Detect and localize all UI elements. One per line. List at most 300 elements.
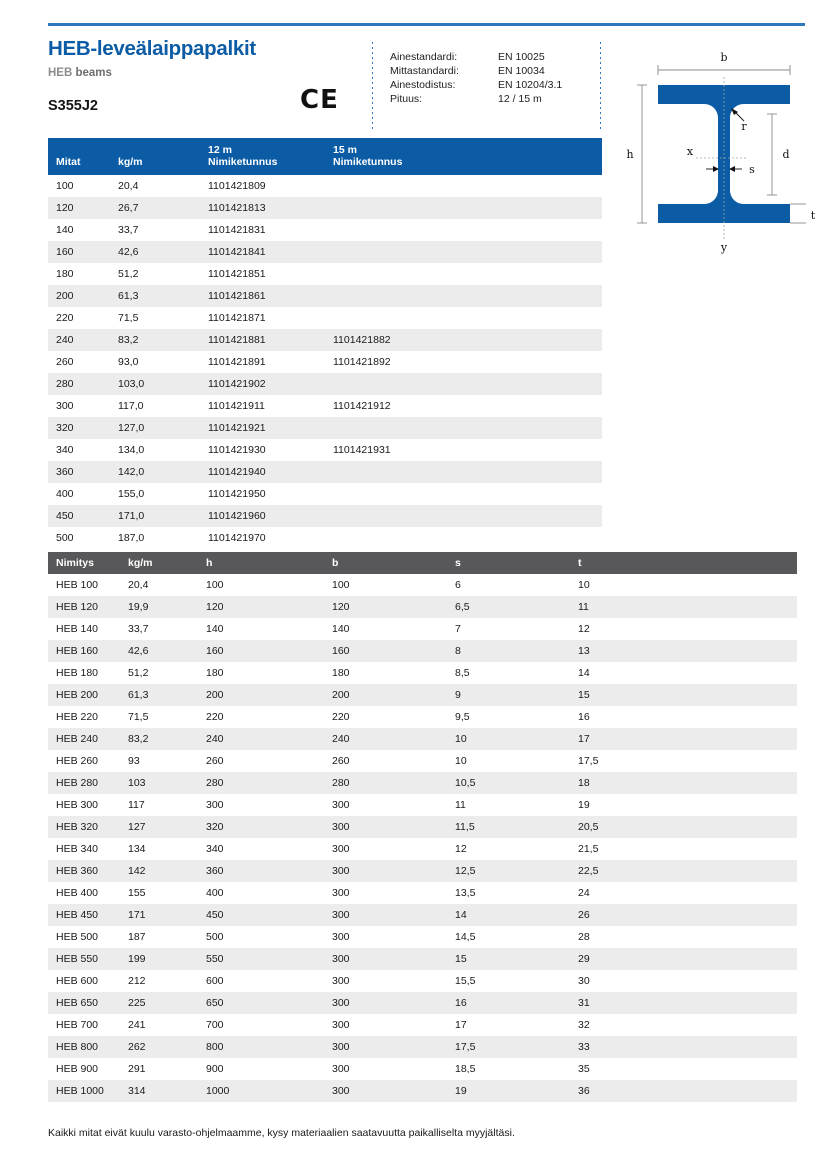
diagram-label-s: s bbox=[749, 163, 755, 176]
table-cell: 340 bbox=[206, 843, 224, 855]
table-cell: 1101421891 bbox=[208, 356, 266, 368]
table-cell: 117,0 bbox=[118, 400, 144, 412]
standard-label: Mittastandardi: bbox=[390, 65, 459, 77]
table-cell: HEB 1000 bbox=[48, 1080, 128, 1102]
table-row bbox=[48, 618, 797, 640]
table-cell: 199 bbox=[128, 948, 206, 970]
table-cell: 1101421851 bbox=[208, 268, 266, 280]
table-row bbox=[48, 640, 797, 662]
footer-note: Kaikki mitat eivät kuulu varasto-ohjelmaamme, kysy materiaalien saatavuutta paikalliselta myyjältäsi. bbox=[48, 1127, 515, 1139]
table-cell: 127 bbox=[128, 816, 206, 838]
table-cell: 10 bbox=[455, 755, 467, 767]
table-cell: 26,7 bbox=[118, 197, 208, 219]
header-line2: Mitat bbox=[56, 156, 81, 168]
table-cell: 120 bbox=[332, 596, 455, 618]
table-cell: 650 bbox=[206, 992, 332, 1014]
table-cell bbox=[333, 505, 602, 527]
table-cell: 10 bbox=[455, 728, 578, 750]
table-cell: 120 bbox=[48, 197, 118, 219]
table-cell: 17 bbox=[455, 1019, 467, 1031]
table-cell bbox=[333, 307, 602, 329]
table-row bbox=[48, 860, 797, 882]
table-row bbox=[48, 329, 602, 351]
table-cell: 14 bbox=[578, 667, 590, 679]
column-header-12m-code bbox=[208, 138, 333, 175]
table-cell: 187 bbox=[128, 931, 146, 943]
table-cell: 200 bbox=[332, 684, 455, 706]
table-cell bbox=[333, 483, 602, 505]
table-header-row bbox=[48, 552, 797, 574]
table-cell: 155 bbox=[128, 887, 146, 899]
header-line1: 12 m bbox=[208, 144, 232, 156]
table-row bbox=[48, 1080, 797, 1102]
table-cell: 340 bbox=[56, 444, 74, 456]
table-row bbox=[48, 219, 602, 241]
header-line2: Nimiketunnus bbox=[333, 156, 403, 168]
header-line2: kg/m bbox=[118, 156, 143, 168]
table-cell: 18,5 bbox=[455, 1063, 476, 1075]
table-cell: 93 bbox=[128, 755, 140, 767]
table-cell: 8,5 bbox=[455, 667, 470, 679]
table-row bbox=[48, 1036, 797, 1058]
steel-grade: S355J2 bbox=[48, 98, 98, 115]
table-cell: 1101421950 bbox=[208, 488, 266, 500]
standard-label: Pituus: bbox=[390, 93, 423, 105]
table-cell: 51,2 bbox=[118, 268, 139, 280]
table-cell: 700 bbox=[206, 1019, 224, 1031]
table-row bbox=[48, 838, 797, 860]
table-cell: 71,5 bbox=[128, 711, 149, 723]
table-cell: 155,0 bbox=[118, 488, 145, 500]
table-cell: 10,5 bbox=[455, 772, 578, 794]
table-cell: 300 bbox=[332, 931, 350, 943]
header-line2: Nimiketunnus bbox=[208, 156, 278, 168]
table-header-row bbox=[48, 138, 602, 175]
table-cell bbox=[333, 197, 602, 219]
table-row bbox=[48, 307, 602, 329]
table-cell bbox=[333, 285, 602, 307]
diagram-label-r: r bbox=[741, 120, 747, 133]
table-row bbox=[48, 596, 797, 618]
table-cell: 11,5 bbox=[455, 816, 578, 838]
table-cell: 1101421892 bbox=[333, 356, 391, 368]
table-cell: 120 bbox=[206, 596, 332, 618]
table-cell: 100 bbox=[56, 180, 74, 192]
table-cell: 1101421809 bbox=[208, 180, 266, 192]
table-cell: 300 bbox=[206, 799, 224, 811]
standard-value: EN 10034 bbox=[498, 65, 545, 77]
column-header-b: b bbox=[332, 552, 455, 574]
table-cell: 171,0 bbox=[118, 505, 208, 527]
table-row bbox=[48, 684, 797, 706]
table-cell: 280 bbox=[206, 772, 332, 794]
product-code-table-head bbox=[48, 138, 602, 175]
table-cell: HEB 180 bbox=[56, 667, 99, 679]
table-row bbox=[48, 728, 797, 750]
table-cell: 450 bbox=[48, 505, 118, 527]
table-cell: 33 bbox=[578, 1036, 797, 1058]
table-cell: 220 bbox=[56, 312, 74, 324]
table-cell: 142,0 bbox=[118, 461, 208, 483]
table-cell: HEB 900 bbox=[56, 1063, 99, 1075]
table-cell: 800 bbox=[206, 1036, 332, 1058]
table-row bbox=[48, 970, 797, 992]
table-cell: HEB 100 bbox=[56, 579, 99, 591]
table-row bbox=[48, 285, 602, 307]
table-cell: 20,4 bbox=[118, 180, 139, 192]
table-cell: 280 bbox=[332, 772, 455, 794]
table-cell: HEB 550 bbox=[48, 948, 128, 970]
beam-diagram-svg bbox=[620, 45, 820, 255]
table-cell: 28 bbox=[578, 931, 590, 943]
table-cell: HEB 400 bbox=[56, 887, 99, 899]
table-cell: 103,0 bbox=[118, 373, 208, 395]
column-header-15m-code bbox=[333, 138, 602, 175]
ce-mark-icon: CE bbox=[300, 85, 339, 115]
table-row bbox=[48, 483, 602, 505]
column-header-kgm: kg/m bbox=[128, 552, 206, 574]
table-cell: HEB 140 bbox=[56, 623, 99, 635]
column-header-h: h bbox=[206, 552, 332, 574]
table-cell: 300 bbox=[332, 887, 350, 899]
table-cell: HEB 220 bbox=[56, 711, 99, 723]
table-cell: 300 bbox=[56, 400, 74, 412]
table-cell: 300 bbox=[332, 1080, 455, 1102]
table-row bbox=[48, 706, 797, 728]
table-cell: 103 bbox=[128, 772, 206, 794]
table-cell: 140 bbox=[206, 623, 224, 635]
table-cell: 320 bbox=[48, 417, 118, 439]
table-cell: 300 bbox=[332, 904, 455, 926]
table-cell: 500 bbox=[56, 532, 74, 544]
table-cell: HEB 700 bbox=[56, 1019, 99, 1031]
table-cell: 212 bbox=[128, 975, 146, 987]
table-row bbox=[48, 395, 602, 417]
standard-value: 12 / 15 m bbox=[498, 93, 542, 105]
table-cell: HEB 340 bbox=[56, 843, 99, 855]
table-cell: 35 bbox=[578, 1063, 590, 1075]
product-code-table bbox=[48, 138, 602, 549]
table-cell: 22,5 bbox=[578, 860, 797, 882]
table-cell: 1101421881 bbox=[208, 329, 333, 351]
table-cell: 160 bbox=[48, 241, 118, 263]
table-cell: 13 bbox=[578, 640, 797, 662]
table-cell: 1101421930 bbox=[208, 444, 266, 456]
table-cell: 20,4 bbox=[128, 579, 149, 591]
table-cell: HEB 360 bbox=[48, 860, 128, 882]
standard-label: Ainestodistus: bbox=[390, 79, 456, 91]
table-row bbox=[48, 505, 602, 527]
table-cell: 100 bbox=[206, 579, 224, 591]
table-cell: 180 bbox=[206, 667, 224, 679]
table-row bbox=[48, 772, 797, 794]
table-cell: 26 bbox=[578, 904, 797, 926]
table-cell: HEB 300 bbox=[56, 799, 99, 811]
table-cell: HEB 280 bbox=[48, 772, 128, 794]
table-cell bbox=[333, 373, 602, 395]
header-line1: 15 m bbox=[333, 144, 357, 156]
table-cell: 9,5 bbox=[455, 711, 470, 723]
table-cell: 15,5 bbox=[455, 975, 476, 987]
table-cell: 71,5 bbox=[118, 312, 139, 324]
table-cell bbox=[333, 263, 602, 285]
table-cell: 600 bbox=[206, 975, 224, 987]
table-row bbox=[48, 417, 602, 439]
table-cell bbox=[333, 461, 602, 483]
table-cell: 1101421831 bbox=[208, 224, 266, 236]
table-cell: 300 bbox=[332, 1063, 350, 1075]
table-cell: 160 bbox=[332, 640, 455, 662]
table-cell: 1101421921 bbox=[208, 417, 333, 439]
table-cell: 200 bbox=[206, 684, 332, 706]
diagram-label-b: b bbox=[720, 51, 728, 64]
table-cell: HEB 800 bbox=[48, 1036, 128, 1058]
page-title: HEB-leveälaippapalkit bbox=[48, 37, 256, 60]
dimensions-table bbox=[48, 552, 797, 1102]
table-cell: 500 bbox=[206, 931, 224, 943]
table-cell: 117 bbox=[128, 799, 145, 811]
table-cell: 300 bbox=[332, 1036, 455, 1058]
table-cell: 83,2 bbox=[118, 329, 208, 351]
table-cell: 300 bbox=[332, 975, 350, 987]
table-cell: 13,5 bbox=[455, 887, 476, 899]
table-cell: 240 bbox=[48, 329, 118, 351]
table-row bbox=[48, 948, 797, 970]
table-cell: 360 bbox=[206, 860, 332, 882]
dotted-divider-right bbox=[600, 42, 601, 129]
table-row bbox=[48, 574, 797, 596]
table-cell: 11 bbox=[455, 799, 466, 811]
table-cell: 550 bbox=[206, 948, 332, 970]
table-cell: 300 bbox=[332, 799, 350, 811]
table-cell: HEB 160 bbox=[48, 640, 128, 662]
table-row bbox=[48, 197, 602, 219]
table-cell: 260 bbox=[332, 755, 350, 767]
diagram-label-y: y bbox=[720, 241, 728, 254]
table-cell: 1101421813 bbox=[208, 197, 333, 219]
table-cell: 21,5 bbox=[578, 843, 599, 855]
table-cell: 36 bbox=[578, 1080, 797, 1102]
beam-cross-section-diagram bbox=[620, 45, 820, 255]
table-cell: 8 bbox=[455, 640, 578, 662]
table-row bbox=[48, 373, 602, 395]
table-cell: HEB 320 bbox=[48, 816, 128, 838]
subtitle-rest-part: beams bbox=[72, 66, 112, 79]
table-cell: 29 bbox=[578, 948, 797, 970]
table-cell: 400 bbox=[206, 887, 224, 899]
table-row bbox=[48, 351, 602, 373]
table-cell: 171 bbox=[128, 904, 206, 926]
table-row bbox=[48, 882, 797, 904]
table-cell: 61,3 bbox=[128, 684, 206, 706]
dimensions-table-head bbox=[48, 552, 797, 574]
table-row bbox=[48, 263, 602, 285]
dotted-divider-left bbox=[372, 42, 373, 129]
table-cell: 24 bbox=[578, 887, 590, 899]
table-cell: 300 bbox=[332, 816, 455, 838]
table-cell: 1101421841 bbox=[208, 241, 333, 263]
table-cell: HEB 200 bbox=[48, 684, 128, 706]
table-cell: 61,3 bbox=[118, 285, 208, 307]
table-cell: 42,6 bbox=[118, 241, 208, 263]
table-cell: 19 bbox=[578, 799, 590, 811]
table-row bbox=[48, 1014, 797, 1036]
table-cell: 1101421940 bbox=[208, 461, 333, 483]
diagram-label-t: t bbox=[810, 209, 816, 222]
table-cell: 6 bbox=[455, 579, 461, 591]
table-cell: 160 bbox=[206, 640, 332, 662]
standard-row bbox=[390, 50, 562, 64]
standard-row bbox=[390, 78, 562, 92]
table-cell: 450 bbox=[206, 904, 332, 926]
standard-value: EN 10204/3.1 bbox=[498, 79, 563, 91]
table-cell: 180 bbox=[56, 268, 74, 280]
dimensions-table-body bbox=[48, 574, 797, 1102]
table-cell: 83,2 bbox=[128, 728, 206, 750]
table-cell: 14 bbox=[455, 904, 578, 926]
table-cell: 17,5 bbox=[455, 1036, 578, 1058]
table-cell: 51,2 bbox=[128, 667, 149, 679]
table-cell: 240 bbox=[206, 728, 332, 750]
table-cell: 1101421871 bbox=[208, 312, 266, 324]
table-cell: HEB 500 bbox=[56, 931, 99, 943]
table-cell: 300 bbox=[332, 843, 350, 855]
table-cell: 1000 bbox=[206, 1080, 332, 1102]
table-cell: 291 bbox=[128, 1063, 146, 1075]
table-cell: 260 bbox=[206, 755, 224, 767]
top-divider-rule bbox=[48, 23, 805, 26]
table-cell: 180 bbox=[332, 667, 350, 679]
column-header-mitat bbox=[48, 138, 118, 175]
table-cell: 16 bbox=[455, 992, 578, 1014]
standard-label: Ainestandardi: bbox=[390, 51, 458, 63]
table-cell: 400 bbox=[56, 488, 74, 500]
table-row bbox=[48, 241, 602, 263]
table-cell: 900 bbox=[206, 1063, 224, 1075]
product-subtitle bbox=[48, 67, 368, 80]
table-cell: 7 bbox=[455, 623, 461, 635]
table-cell: 140 bbox=[56, 224, 74, 236]
table-cell: 220 bbox=[206, 711, 224, 723]
table-row bbox=[48, 461, 602, 483]
table-cell: 320 bbox=[206, 816, 332, 838]
table-cell: 314 bbox=[128, 1080, 206, 1102]
table-cell: 93,0 bbox=[118, 356, 139, 368]
table-cell: 100 bbox=[332, 579, 350, 591]
table-cell: 134,0 bbox=[118, 444, 145, 456]
table-cell: 12 bbox=[578, 623, 590, 635]
table-cell: 6,5 bbox=[455, 596, 578, 618]
table-cell: 260 bbox=[56, 356, 74, 368]
table-cell: 1101421902 bbox=[208, 373, 333, 395]
table-cell: 360 bbox=[48, 461, 118, 483]
table-cell bbox=[333, 175, 602, 197]
table-cell: 11 bbox=[578, 596, 797, 618]
table-row bbox=[48, 750, 797, 772]
table-cell: 127,0 bbox=[118, 417, 208, 439]
table-cell bbox=[333, 241, 602, 263]
table-cell: 33,7 bbox=[118, 224, 139, 236]
table-cell: 200 bbox=[48, 285, 118, 307]
table-cell: HEB 120 bbox=[48, 596, 128, 618]
table-cell: 19 bbox=[455, 1080, 578, 1102]
table-row bbox=[48, 794, 797, 816]
table-row bbox=[48, 1058, 797, 1080]
table-cell: 16 bbox=[578, 711, 590, 723]
table-cell: 225 bbox=[128, 992, 206, 1014]
table-cell: 10 bbox=[578, 579, 590, 591]
table-cell: 12,5 bbox=[455, 860, 578, 882]
table-cell: 1101421912 bbox=[333, 400, 391, 412]
table-cell: 20,5 bbox=[578, 816, 797, 838]
table-cell: 32 bbox=[578, 1019, 590, 1031]
table-cell: 18 bbox=[578, 772, 797, 794]
table-cell: 280 bbox=[48, 373, 118, 395]
table-row bbox=[48, 527, 602, 549]
table-cell: 14,5 bbox=[455, 931, 476, 943]
table-cell: 1101421911 bbox=[208, 400, 265, 412]
table-cell bbox=[333, 219, 602, 241]
table-cell: 9 bbox=[455, 684, 578, 706]
table-cell: 134 bbox=[128, 843, 146, 855]
table-cell: 42,6 bbox=[128, 640, 206, 662]
table-cell: HEB 600 bbox=[56, 975, 99, 987]
table-cell: 17 bbox=[578, 728, 797, 750]
table-cell: 1101421931 bbox=[333, 444, 391, 456]
table-cell: 142 bbox=[128, 860, 206, 882]
product-code-table-body bbox=[48, 175, 602, 549]
table-cell: 1101421882 bbox=[333, 329, 602, 351]
table-cell: 15 bbox=[578, 684, 797, 706]
table-cell: 12 bbox=[455, 843, 467, 855]
table-row bbox=[48, 992, 797, 1014]
column-header-nimitys: Nimitys bbox=[48, 552, 128, 574]
table-cell: 140 bbox=[332, 623, 350, 635]
standards-info-block bbox=[390, 50, 562, 106]
table-row bbox=[48, 816, 797, 838]
table-row bbox=[48, 926, 797, 948]
column-header-s: s bbox=[455, 552, 578, 574]
diagram-label-h: h bbox=[626, 148, 634, 161]
column-header-t: t bbox=[578, 552, 797, 574]
table-cell: 1101421960 bbox=[208, 505, 333, 527]
table-row bbox=[48, 175, 602, 197]
diagram-label-x: x bbox=[686, 145, 694, 158]
table-cell: 300 bbox=[332, 1019, 350, 1031]
table-cell bbox=[333, 417, 602, 439]
table-cell: 300 bbox=[332, 860, 455, 882]
table-cell: HEB 650 bbox=[48, 992, 128, 1014]
table-cell: HEB 260 bbox=[56, 755, 99, 767]
table-row bbox=[48, 904, 797, 926]
table-cell: 15 bbox=[455, 948, 578, 970]
table-cell: 241 bbox=[128, 1019, 146, 1031]
standard-row bbox=[390, 64, 562, 78]
table-cell: 19,9 bbox=[128, 596, 206, 618]
table-cell: 33,7 bbox=[128, 623, 149, 635]
table-cell: 220 bbox=[332, 711, 350, 723]
standard-value: EN 10025 bbox=[498, 51, 545, 63]
table-cell: 300 bbox=[332, 992, 455, 1014]
table-cell: 30 bbox=[578, 975, 590, 987]
table-cell: 240 bbox=[332, 728, 455, 750]
standard-row bbox=[390, 92, 562, 106]
table-cell: 1101421970 bbox=[208, 532, 266, 544]
table-row bbox=[48, 439, 602, 461]
table-cell: 300 bbox=[332, 948, 455, 970]
table-cell: 262 bbox=[128, 1036, 206, 1058]
table-cell: HEB 450 bbox=[48, 904, 128, 926]
